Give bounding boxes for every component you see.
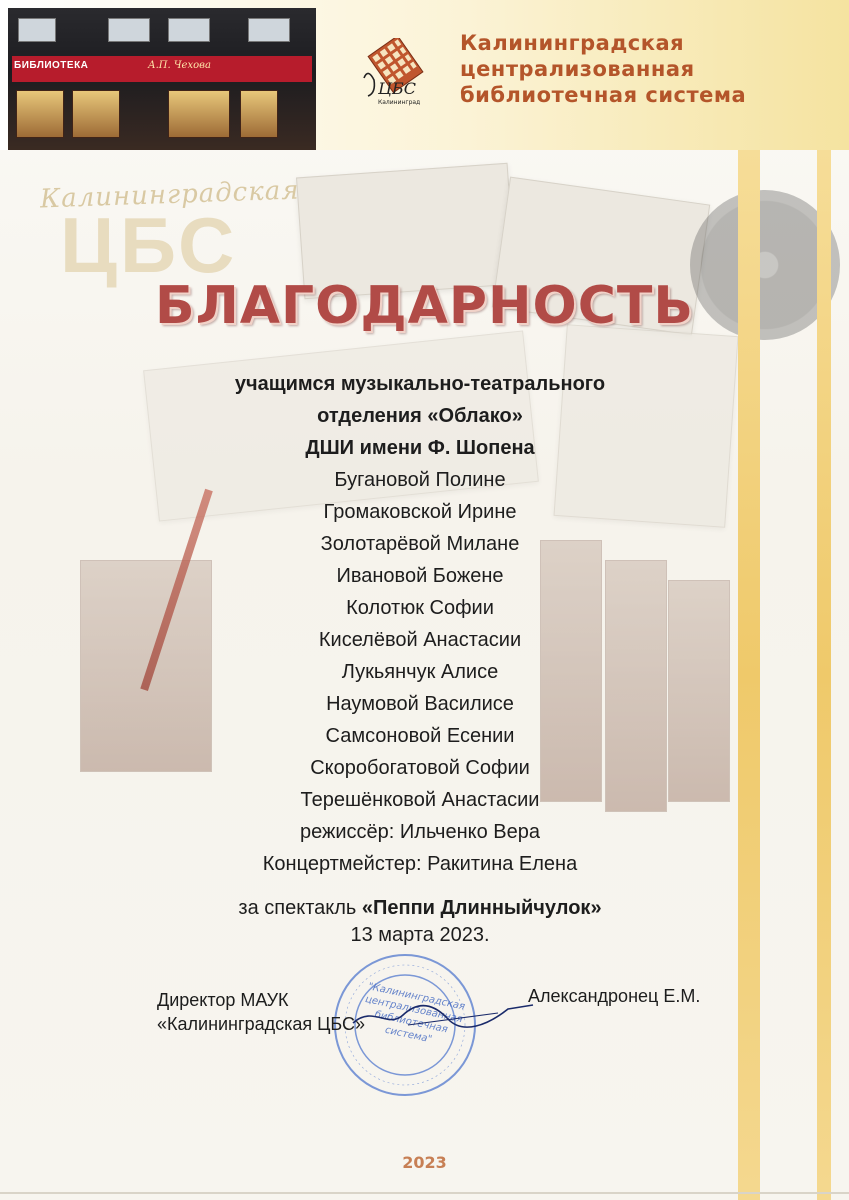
recipient-name: Терешёнковой Анастасии (300, 789, 540, 811)
accompanist-line: Концертмейстер: Ракитина Елена (262, 853, 578, 875)
watermark-big: ЦБС (60, 201, 238, 289)
recipient-name: Колотюк Софии (346, 597, 494, 619)
group-line: отделения «Облако» (317, 405, 523, 427)
director-position-line-2: «Калининградская ЦБС» (157, 1014, 366, 1034)
footer-year: 2023 (402, 1153, 447, 1172)
play-line (20, 892, 820, 924)
org-name-line-1: Калининградская (460, 31, 685, 55)
certificate-title: БЛАГОДАРНОСТЬ (154, 276, 695, 336)
director-position-line-1: Директор МАУК (157, 990, 289, 1010)
recipient-name: Скоробогатовой Софии (310, 757, 530, 779)
photo-sign-script: А.П. Чехова (148, 60, 211, 71)
org-name-line-3: библиотечная система (460, 83, 747, 107)
recipient-name: Громаковской Ирине (323, 501, 517, 523)
watermark-script: Калининградская (39, 175, 300, 215)
director-position (157, 988, 365, 1036)
stamp-text: "Калининградская централизованная библиотечная система" (364, 981, 466, 1046)
recipient-name: Самсоновой Есении (325, 725, 515, 747)
organization-name (460, 30, 746, 108)
recipient-name: Наумовой Василисе (326, 693, 514, 715)
play-prefix: за спектакль (238, 897, 362, 919)
group-line: учащимся музыкально-театрального (234, 373, 606, 395)
recipient-name: Золотарёвой Милане (320, 533, 520, 555)
play-title: «Пеппи Длинныйчулок» (361, 897, 602, 919)
handwritten-signature (348, 995, 538, 1035)
signer-name: Александронец Е.М. (528, 986, 701, 1006)
recipients-block (20, 368, 820, 880)
performance-date: 13 марта 2023. (350, 924, 490, 946)
cbs-logo-icon (358, 38, 436, 108)
recipient-name: Ивановой Божене (336, 565, 504, 587)
photo-sign-text: БИБЛИОТЕКА (14, 60, 89, 71)
recipient-name: Лукьянчук Алисе (341, 661, 499, 683)
org-name-line-2: централизованная (460, 57, 695, 81)
group-line: ДШИ имени Ф. Шопена (305, 437, 535, 459)
library-building-photo (8, 8, 316, 150)
svg-text:ЦБС: ЦБС (378, 79, 416, 98)
recipient-name: Бугановой Полине (334, 469, 506, 491)
recipient-name: Киселёвой Анастасии (318, 629, 522, 651)
bottom-rule (0, 1192, 849, 1194)
svg-text:Калининград: Калининград (378, 99, 421, 106)
director-line: режиссёр: Ильченко Вера (299, 821, 540, 843)
